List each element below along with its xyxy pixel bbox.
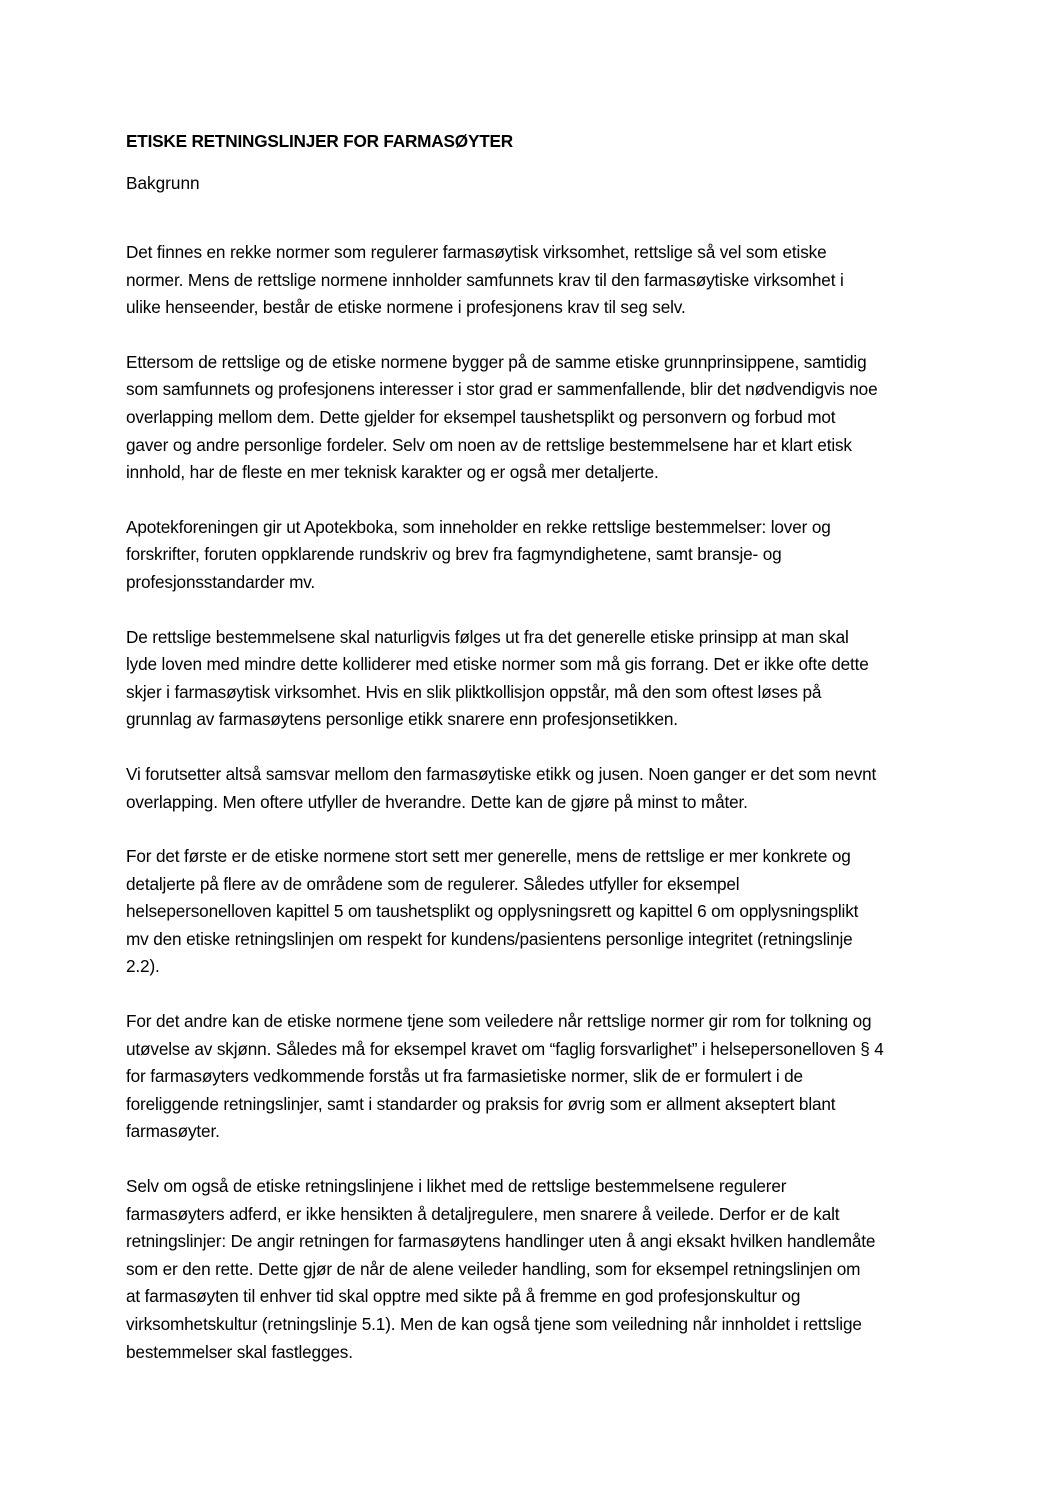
text-line: De rettslige bestemmelsene skal naturligvis følges ut fra det generelle etiske prinsipp at man skal [126, 626, 849, 647]
text-line: Apotekforeningen gir ut Apotekboka, som inneholder en rekke rettslige bestemmelser: lover og [126, 516, 831, 537]
text-line: forskrifter, foruten oppklarende rundskriv og brev fra fagmyndighetene, samt bransje- og [126, 544, 782, 565]
text-line: gaver og andre personlige fordeler. Selv om noen av de rettslige bestemmelsene har et klart etisk [126, 434, 852, 455]
text-line: Selv om også de etiske retningslinjene i likhet med de rettslige bestemmelsene regulerer [126, 1176, 787, 1197]
text-line: mv den etiske retningslinjen om respekt for kundens/pasientens personlige integritet (retningslinje [126, 928, 853, 949]
paragraph [126, 349, 946, 487]
text-line: Vi forutsetter altså samsvar mellom den farmasøytiske etikk og jusen. Noen ganger er det som nevnt [126, 763, 877, 784]
text-line: For det første er de etiske normene stort sett mer generelle, mens de rettslige er mer konkrete og [126, 846, 851, 867]
text-line: at farmasøyten til enhver tid skal opptre med sikte på å fremme en god profesjonskultur og [126, 1286, 801, 1307]
text-line: for farmasøyters vedkommende forstås ut fra farmasietiske normer, slik de er formulert i de [126, 1066, 803, 1087]
paragraph [126, 761, 946, 816]
text-line: som er den rette. Dette gjør de når de alene veileder handling, som for eksempel retningslinjen om [126, 1258, 861, 1279]
text-line: overlapping mellom dem. Dette gjelder for eksempel taushetsplikt og personvern og forbud mot [126, 406, 836, 427]
text-line: Ettersom de rettslige og de etiske normene bygger på de samme etiske grunnprinsippene, samtidig [126, 351, 867, 372]
text-line: overlapping. Men oftere utfyller de hverandre. Dette kan de gjøre på minst to måter. [126, 791, 748, 812]
paragraph [126, 843, 946, 981]
text-line: helsepersonelloven kapittel 5 om taushetsplikt og opplysningsrett og kapittel 6 om opplysningsplikt [126, 901, 859, 922]
document-title: ETISKE RETNINGSLINJER FOR FARMASØYTER [126, 131, 513, 151]
text-line: utøvelse av skjønn. Således må for eksempel kravet om “faglig forsvarlighet” i helsepersonelloven § 4 [126, 1038, 884, 1059]
text-line: farmasøyters adferd, er ikke hensikten å detaljregulere, men snarere å veilede. Derfor er de kalt [126, 1203, 840, 1224]
text-line: grunnlag av farmasøytens personlige etikk snarere enn profesjonsetikken. [126, 709, 678, 730]
text-line: 2.2). [126, 956, 160, 977]
text-line: retningslinjer: De angir retningen for farmasøytens handlinger uten å angi eksakt hvilken handlemåte [126, 1231, 876, 1252]
text-line: normer. Mens de rettslige normene innholder samfunnets krav til den farmasøytiske virksomhet i [126, 269, 844, 290]
text-line: innhold, har de fleste en mer teknisk karakter og er også mer detaljerte. [126, 462, 659, 483]
text-line: For det andre kan de etiske normene tjene som veiledere når rettslige normer gir rom for tolkning og [126, 1011, 872, 1032]
document-page [126, 127, 946, 1393]
text-line: virksomhetskultur (retningslinje 5.1). Men de kan også tjene som veiledning når innholdet i rettslige [126, 1314, 862, 1334]
text-line: profesjonsstandarder mv. [126, 571, 316, 592]
text-line: Det finnes en rekke normer som regulerer farmasøytisk virksomhet, rettslige så vel som etiske [126, 242, 827, 262]
text-line: som samfunnets og profesjonens interesser i stor grad er sammenfallende, blir det nødvendigvis noe [126, 379, 878, 400]
paragraph [126, 1008, 946, 1146]
text-line: skjer i farmasøytisk virksomhet. Hvis en slik pliktkollisjon oppstår, må den som oftest løses på [126, 681, 822, 702]
text-line: lyde loven med mindre dette kolliderer med etiske normer som må gis forrang. Det er ikke ofte dette [126, 654, 869, 675]
paragraph [126, 624, 946, 734]
paragraph [126, 239, 946, 322]
text-line: detaljerte på flere av de områdene som de regulerer. Således utfyller for eksempel [126, 873, 740, 894]
body-text [126, 239, 946, 1366]
text-line: ulike henseender, består de etiske normene i profesjonens krav til seg selv. [126, 297, 686, 318]
paragraph [126, 1173, 946, 1366]
text-line: bestemmelser skal fastlegges. [126, 1341, 353, 1362]
text-line: foreliggende retningslinjer, samt i standarder og praksis for øvrig som er allment akseptert blant [126, 1093, 836, 1114]
text-line: farmasøyter. [126, 1121, 220, 1142]
section-heading: Bakgrunn [126, 173, 200, 193]
paragraph [126, 514, 946, 597]
